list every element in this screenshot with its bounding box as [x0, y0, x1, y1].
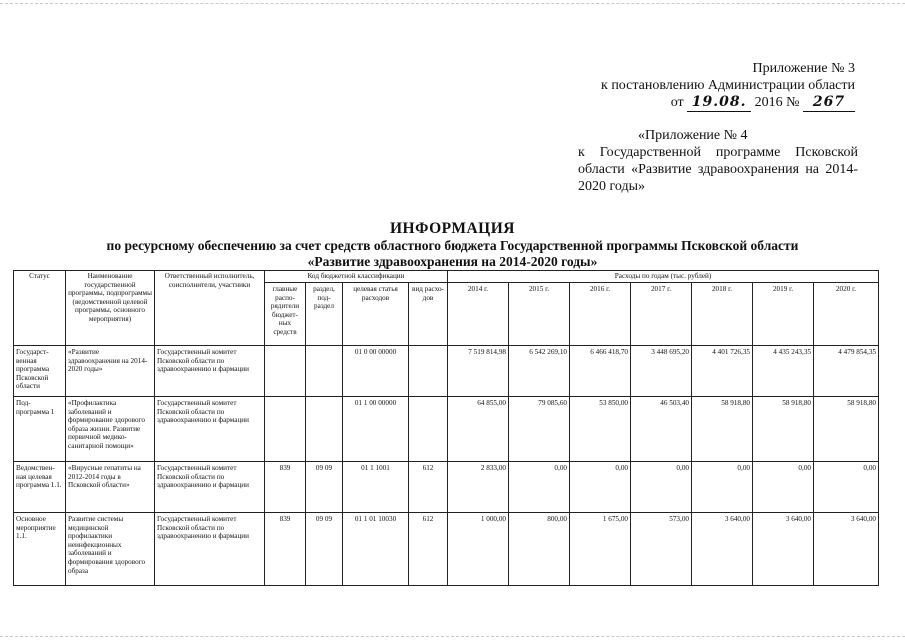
- header-grbs: главные распо-рядители бюджет-ных средств: [265, 283, 306, 346]
- resource-table: [13, 270, 879, 586]
- cell-section: [306, 346, 343, 397]
- header-name: Наименование государственной программы, подпрограммы (ведомственной целевой программы, основного мероприятия): [66, 271, 155, 346]
- cell-kind: 612: [409, 513, 448, 586]
- cell-executor: Государственный комитет Псковской области по здравоохранению и фармации: [155, 346, 265, 397]
- document-title: ИНФОРМАЦИЯ: [390, 220, 515, 237]
- cell-target: 01 0 00 00000: [343, 346, 409, 397]
- cell-value-2020: 0,00: [814, 462, 879, 513]
- header-expense-kind: вид расхо-дов: [409, 283, 448, 346]
- appendix-3-title: Приложение № 3: [752, 61, 855, 76]
- cell-target: 01 1 00 00000: [343, 397, 409, 462]
- year-number-label: 2016 №: [754, 95, 800, 110]
- cell-name: «Развитие здравоохранения на 2014-2020 годы»: [66, 346, 155, 397]
- cell-value-2018: 4 401 726,35: [692, 346, 753, 397]
- scan-top-edge: [0, 3, 905, 4]
- cell-value-2014: 7 519 814,98: [448, 346, 509, 397]
- cell-grbs: [265, 397, 306, 462]
- cell-value-2014: 64 855,00: [448, 397, 509, 462]
- cell-status: Под-программа 1: [14, 397, 66, 462]
- header-status: Статус: [14, 271, 66, 346]
- cell-value-2014: 1 000,00: [448, 513, 509, 586]
- cell-target: 01 1 1001: [343, 462, 409, 513]
- header-year-2015: 2015 г.: [509, 283, 570, 346]
- cell-grbs: 839: [265, 462, 306, 513]
- cell-grbs: 839: [265, 513, 306, 586]
- cell-status: Ведомствен-ная целевая программа 1.1.: [14, 462, 66, 513]
- cell-value-2015: 0,00: [509, 462, 570, 513]
- appendix-3-dateline: [595, 94, 855, 112]
- header-executor: Ответственный исполнитель, соисполнители, участники: [155, 271, 265, 346]
- header-target-article: целевая статья расходов: [343, 283, 409, 346]
- cell-status: Государст-венная программа Псковской области: [14, 346, 66, 397]
- header-year-2019: 2019 г.: [753, 283, 814, 346]
- cell-kind: [409, 346, 448, 397]
- handwritten-date: 19.08.: [687, 94, 751, 112]
- cell-value-2019: 58 918,80: [753, 397, 814, 462]
- table-header-row: [14, 271, 879, 283]
- cell-section: 09 09: [306, 462, 343, 513]
- cell-value-2019: 4 435 243,35: [753, 346, 814, 397]
- cell-kind: 612: [409, 462, 448, 513]
- header-budget-code: Код бюджетной классификации: [265, 271, 448, 283]
- cell-status: Основное мероприятие 1.1.: [14, 513, 66, 586]
- header-year-2016: 2016 г.: [570, 283, 631, 346]
- date-prefix: от: [670, 95, 684, 110]
- appendix-4-title: «Приложение № 4: [638, 128, 748, 143]
- cell-value-2015: 6 542 269,10: [509, 346, 570, 397]
- cell-value-2018: 3 640,00: [692, 513, 753, 586]
- cell-value-2019: 3 640,00: [753, 513, 814, 586]
- header-year-2018: 2018 г.: [692, 283, 753, 346]
- cell-value-2017: 3 448 695,20: [631, 346, 692, 397]
- cell-kind: [409, 397, 448, 462]
- cell-value-2017: 573,00: [631, 513, 692, 586]
- cell-target: 01 1 01 10030: [343, 513, 409, 586]
- document-subtitle-2: «Развитие здравоохранения на 2014-2020 годы»: [307, 254, 598, 269]
- cell-value-2020: 4 479 854,35: [814, 346, 879, 397]
- cell-executor: Государственный комитет Псковской области по здравоохранению и фармации: [155, 462, 265, 513]
- cell-section: 09 09: [306, 513, 343, 586]
- cell-name: «Профилактика заболеваний и формирование здорового образа жизни. Развитие первичной медико-санитарной помощи»: [66, 397, 155, 462]
- header-expenses-by-year: Расходы по годам (тыс. рублей): [448, 271, 879, 283]
- cell-value-2018: 58 918,80: [692, 397, 753, 462]
- cell-value-2019: 0,00: [753, 462, 814, 513]
- cell-section: [306, 397, 343, 462]
- cell-name: «Вирусные гепатиты на 2012-2014 годы в Псковской области»: [66, 462, 155, 513]
- cell-value-2017: 0,00: [631, 462, 692, 513]
- cell-executor: Государственный комитет Псковской области по здравоохранению и фармации: [155, 397, 265, 462]
- cell-value-2017: 46 503,40: [631, 397, 692, 462]
- cell-value-2020: 58 918,80: [814, 397, 879, 462]
- header-section: раздел, под-раздел: [306, 283, 343, 346]
- cell-value-2016: 0,00: [570, 462, 631, 513]
- header-year-2014: 2014 г.: [448, 283, 509, 346]
- appendix-4-subtitle: к Государственной программе Псковской области «Развитие здравоохранения на 2014-2020 годы»: [578, 145, 858, 194]
- cell-value-2014: 2 833,00: [448, 462, 509, 513]
- handwritten-number: 267: [803, 94, 855, 112]
- table-row: [14, 346, 879, 397]
- cell-value-2018: 0,00: [692, 462, 753, 513]
- cell-grbs: [265, 346, 306, 397]
- scan-bottom-edge: [0, 636, 905, 637]
- cell-name: Развитие системы медицинской профилактики неинфекционных заболеваний и формирования здорового образа: [66, 513, 155, 586]
- appendix-3-subtitle: к постановлению Администрации области: [601, 78, 855, 93]
- cell-value-2015: 800,00: [509, 513, 570, 586]
- appendix-3-block: [595, 60, 855, 112]
- table-row: [14, 513, 879, 586]
- header-year-2017: 2017 г.: [631, 283, 692, 346]
- cell-value-2016: 6 466 418,70: [570, 346, 631, 397]
- header-year-2020: 2020 г.: [814, 283, 879, 346]
- cell-executor: Государственный комитет Псковской области по здравоохранению и фармации: [155, 513, 265, 586]
- table-row: [14, 397, 879, 462]
- table-row: [14, 462, 879, 513]
- cell-value-2016: 1 675,00: [570, 513, 631, 586]
- cell-value-2016: 53 850,00: [570, 397, 631, 462]
- document-subtitle-1: по ресурсному обеспечению за счет средств областного бюджета Государственной программы Псковской области: [106, 238, 799, 253]
- cell-value-2020: 3 640,00: [814, 513, 879, 586]
- cell-value-2015: 79 085,60: [509, 397, 570, 462]
- appendix-4-block: [578, 127, 858, 195]
